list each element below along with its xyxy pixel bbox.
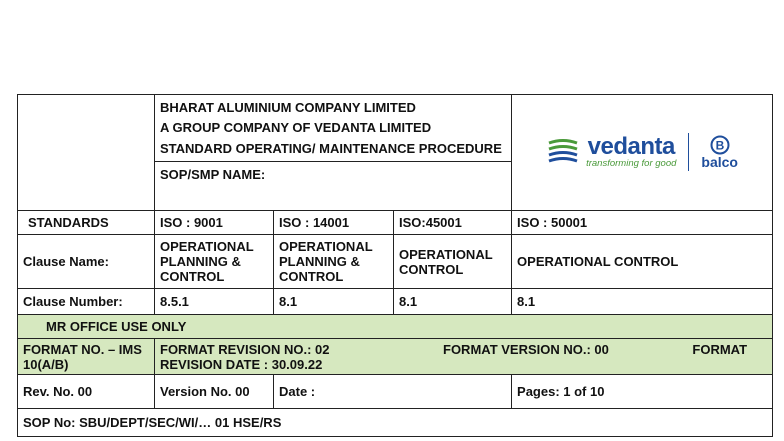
logo-cell — [512, 95, 773, 211]
meta-row — [18, 375, 773, 409]
format-revision-no: FORMAT REVISION NO.: 02 — [160, 341, 330, 357]
clause-name-value: OPERATIONAL PLANNING & CONTROL — [274, 235, 394, 289]
clause-number-value: 8.1 — [512, 289, 773, 315]
revision-date: REVISION DATE : 30.09.22 — [160, 356, 323, 372]
sop-header-table — [17, 94, 773, 437]
balco-mark — [701, 135, 738, 169]
group-company: A GROUP COMPANY OF VEDANTA LIMITED — [160, 120, 432, 135]
balco-wordmark: balco — [701, 154, 738, 170]
format-details — [155, 339, 773, 375]
blank-cell — [18, 95, 155, 211]
clause-name-row — [18, 235, 773, 289]
vedanta-balco-logo — [546, 133, 738, 171]
sop-no-row — [18, 409, 773, 437]
title-block — [155, 95, 512, 211]
procedure-title: STANDARD OPERATING/ MAINTENANCE PROCEDURE — [155, 138, 511, 162]
iso-14001: ISO : 14001 — [274, 211, 394, 235]
format-trail: FORMAT — [692, 341, 748, 357]
clause-number-value: 8.5.1 — [155, 289, 274, 315]
iso-45001: ISO:45001 — [394, 211, 512, 235]
date-field: Date : — [274, 375, 512, 409]
rev-no: Rev. No. 00 — [18, 375, 155, 409]
vedanta-wordmark: vedanta — [587, 133, 675, 160]
pages-count: Pages: 1 of 10 — [512, 375, 773, 409]
format-version-no: FORMAT VERSION NO.: 00 — [443, 341, 609, 357]
balco-glyph: B — [715, 138, 725, 153]
clause-name-value: OPERATIONAL CONTROL — [512, 235, 773, 289]
clause-name-value: OPERATIONAL CONTROL — [394, 235, 512, 289]
clause-number-value: 8.1 — [274, 289, 394, 315]
clause-name-value: OPERATIONAL PLANNING & CONTROL — [155, 235, 274, 289]
company-name: BHARAT ALUMINIUM COMPANY LIMITED — [160, 100, 416, 115]
clause-number-row — [18, 289, 773, 315]
balco-emblem-icon — [710, 135, 730, 155]
logo-divider — [688, 133, 689, 171]
vedanta-leaf-icon — [546, 135, 580, 169]
vedanta-tagline: transforming for good — [586, 158, 677, 169]
mr-office-label: MR OFFICE USE ONLY — [18, 315, 773, 339]
iso-50001: ISO : 50001 — [512, 211, 773, 235]
standards-row — [18, 211, 773, 235]
mr-office-row — [18, 315, 773, 339]
sop-name-label: SOP/SMP NAME: — [160, 167, 266, 182]
format-row — [18, 339, 773, 375]
clause-number-value: 8.1 — [394, 289, 512, 315]
clause-number-label: Clause Number: — [18, 289, 155, 315]
iso-9001: ISO : 9001 — [155, 211, 274, 235]
version-no: Version No. 00 — [155, 375, 274, 409]
standards-label: STANDARDS — [18, 211, 155, 235]
format-number: FORMAT NO. – IMS 10(A/B) — [18, 339, 155, 375]
clause-name-label: Clause Name: — [18, 235, 155, 289]
sop-number: SOP No: SBU/DEPT/SEC/WI/… 01 HSE/RS — [18, 409, 773, 437]
title-row — [18, 95, 773, 211]
